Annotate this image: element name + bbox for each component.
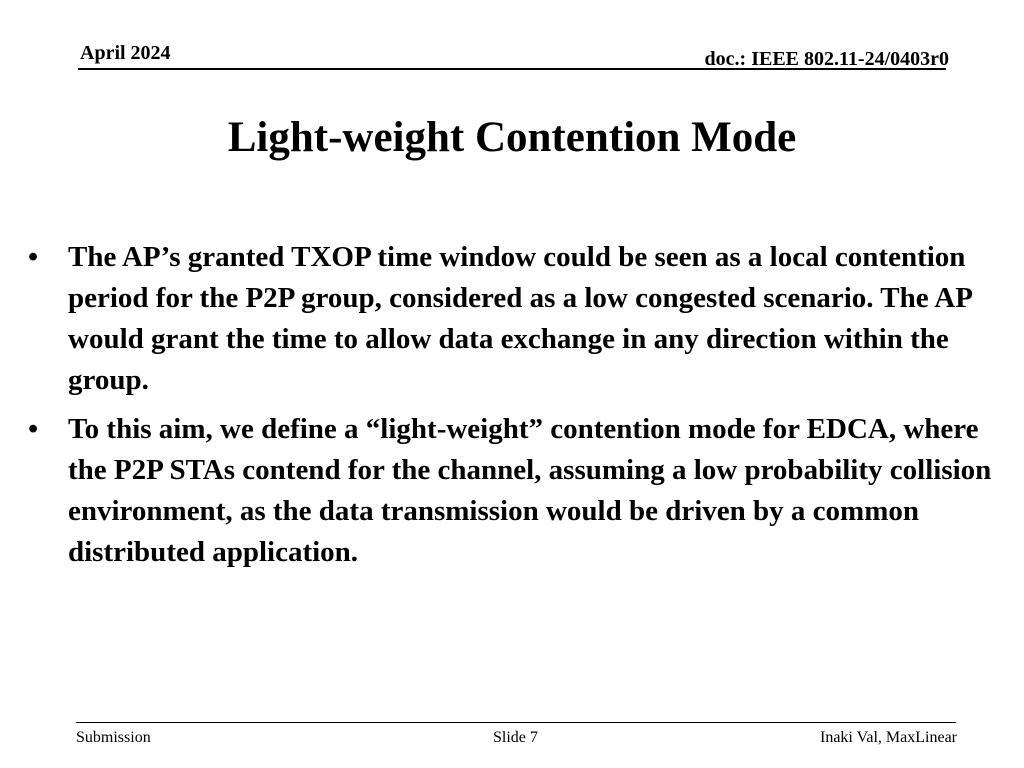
bullet-icon: • [28, 241, 39, 273]
bullet-list [26, 237, 1006, 581]
header-date: April 2024 [80, 42, 171, 64]
header-document-id: doc.: IEEE 802.11-24/0403r0 [704, 48, 949, 70]
bullet-item [26, 237, 1006, 401]
bullet-text: To this aim, we define a “light-weight” contention mode for EDCA, where the P2P STAs contend for the channel, assuming a low probability collision environment, as the data transmission would be driven by a common distributed application. [68, 413, 992, 568]
footer-divider [76, 722, 956, 723]
footer-submission-label: Submission [76, 729, 151, 746]
header-divider [78, 68, 946, 70]
slide-title: Light-weight Contention Mode [227, 114, 797, 161]
bullet-text: The AP’s granted TXOP time window could be seen as a local contention period for the P2P group, considered as a low congested scenario. The AP would grant the time to allow data exchange in any direction within the group. [68, 241, 972, 396]
bullet-icon: • [28, 413, 39, 445]
footer-slide-number: Slide 7 [493, 729, 538, 746]
bullet-item [26, 409, 1006, 573]
footer-author: Inaki Val, MaxLinear [820, 729, 957, 746]
